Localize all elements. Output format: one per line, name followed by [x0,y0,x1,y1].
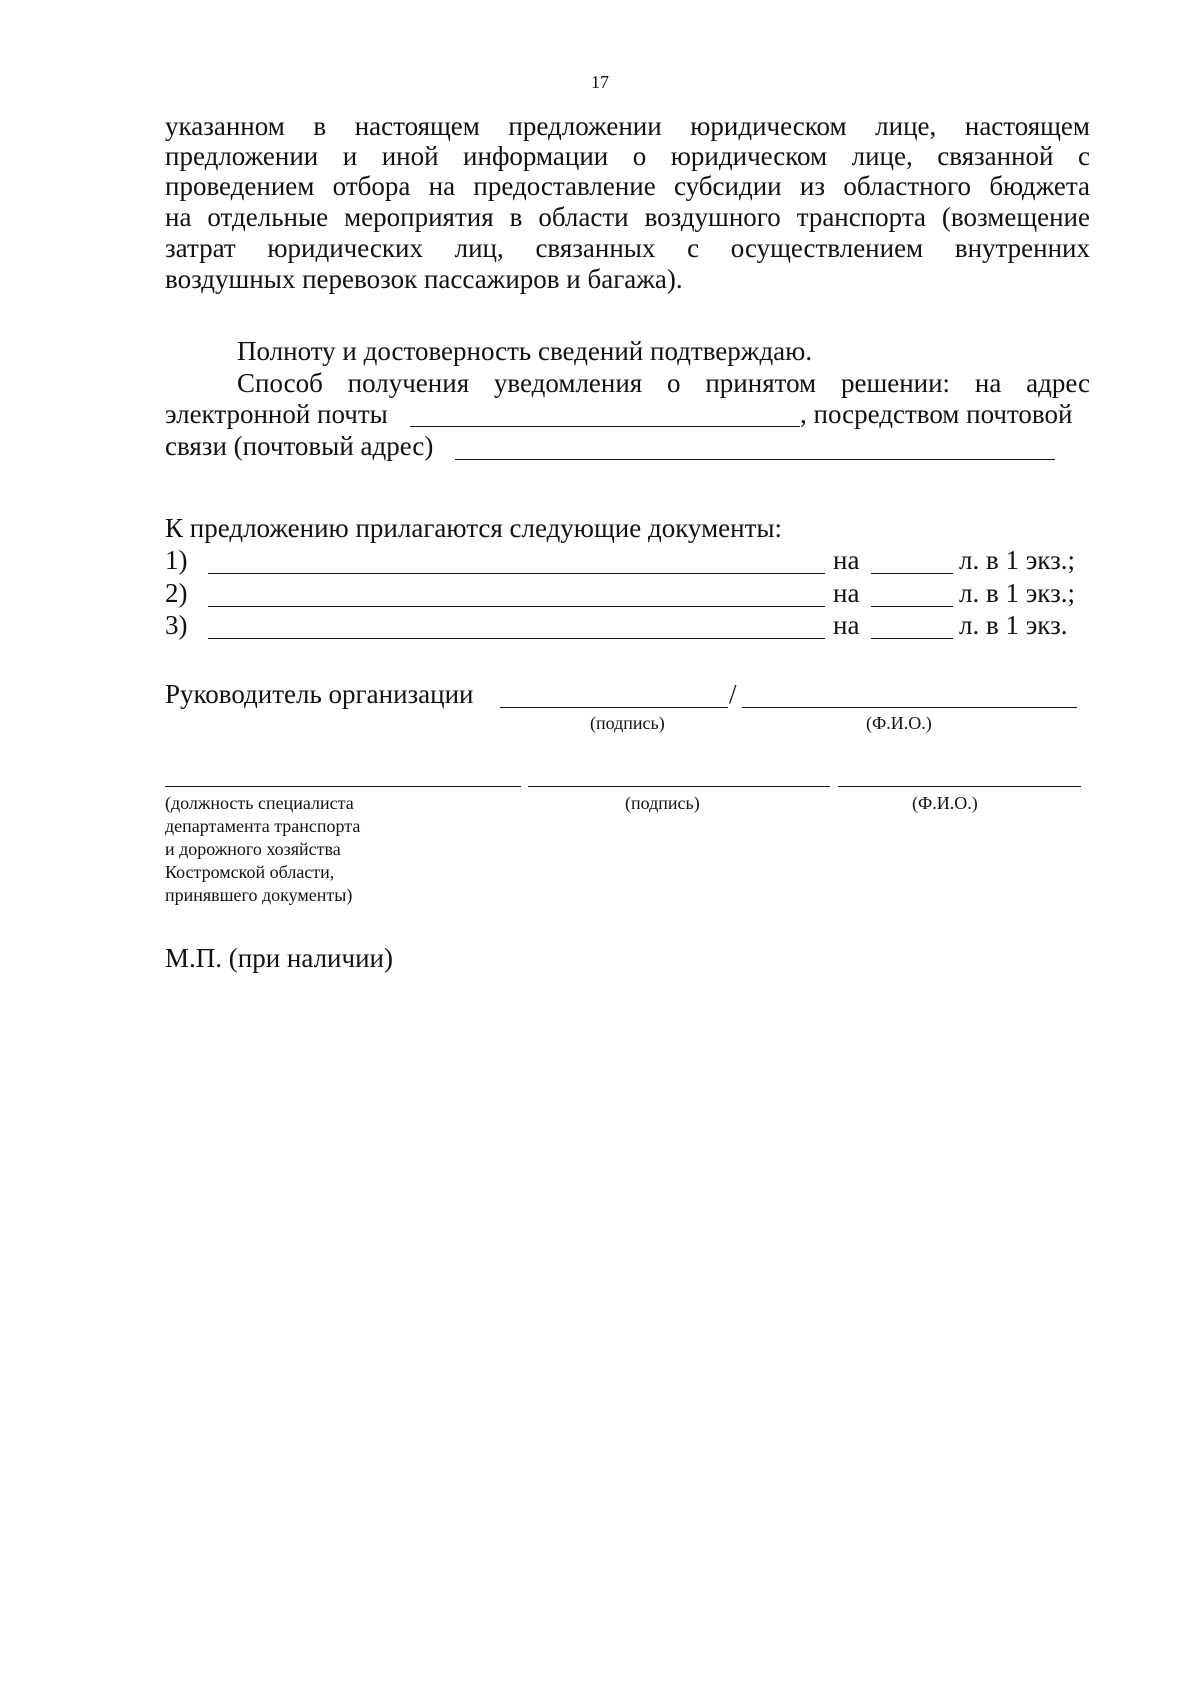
position-caption-line: принявшего документы) [165,885,353,905]
position-caption-line: Костромской области, [165,862,335,882]
attachment-name-field[interactable] [208,573,825,574]
postal-address-field[interactable] [455,459,1055,460]
position-caption-line: департамента транспорта [165,816,361,836]
specialist-signature-caption: (подпись) [625,793,700,813]
attachment-tail: л. в 1 экз. [959,610,1068,640]
postal-mid-text: , посредством почтовой [800,399,1073,429]
attachment-number: 3) [165,610,188,640]
email-label: электронной почты [165,399,388,429]
attachment-tail: л. в 1 экз.; [959,578,1075,608]
attachment-na: на [833,578,860,608]
attachment-pages-field[interactable] [871,638,953,639]
fio-caption: (Ф.И.О.) [866,713,932,733]
attachment-number: 2) [165,578,188,608]
attachments-heading: К предложению прилагаются следующие документы: [165,513,783,543]
paragraph-line: затрат юридических лиц, связанных с осуществлением внутренних [165,233,1090,263]
specialist-fio-caption: (Ф.И.О.) [912,793,978,813]
specialist-position-field[interactable] [165,786,521,787]
attachment-pages-field[interactable] [871,606,953,607]
head-fio-field[interactable] [742,707,1077,708]
signature-slash: / [729,679,737,709]
head-signature-field[interactable] [500,707,728,708]
email-field[interactable] [410,426,800,427]
paragraph-line: проведением отбора на предоставление субсидии из областного бюджета [165,171,1090,201]
paragraph-line: предложении и иной информации о юридическом лице, связанной с [165,141,1090,171]
page-number: 17 [591,72,609,92]
head-signature-label: Руководитель организации [165,679,474,709]
attachment-tail: л. в 1 экз.; [959,545,1075,575]
specialist-fio-field[interactable] [838,786,1081,787]
notification-line: Способ получения уведомления о принятом решении: на адрес [237,368,1090,398]
specialist-signature-field[interactable] [528,786,830,787]
postal-label: связи (почтовый адрес) [165,431,434,461]
attachment-na: на [833,545,860,575]
position-caption-line: и дорожного хозяйства [165,839,341,859]
paragraph-line: на отдельные мероприятия в области воздушного транспорта (возмещение [165,202,1090,232]
attachment-name-field[interactable] [208,638,825,639]
attachment-pages-field[interactable] [871,573,953,574]
stamp-note: М.П. (при наличии) [165,943,393,973]
attachment-na: на [833,610,860,640]
attachment-number: 1) [165,545,188,575]
signature-caption: (подпись) [590,713,665,733]
paragraph-line: указанном в настоящем предложении юридическом лице, настоящем [165,111,1090,141]
paragraph-line: воздушных перевозок пассажиров и багажа). [165,264,683,294]
confirmation-text: Полноту и достоверность сведений подтверждаю. [237,336,813,366]
position-caption-line: (должность специалиста [165,793,354,813]
attachment-name-field[interactable] [208,606,825,607]
